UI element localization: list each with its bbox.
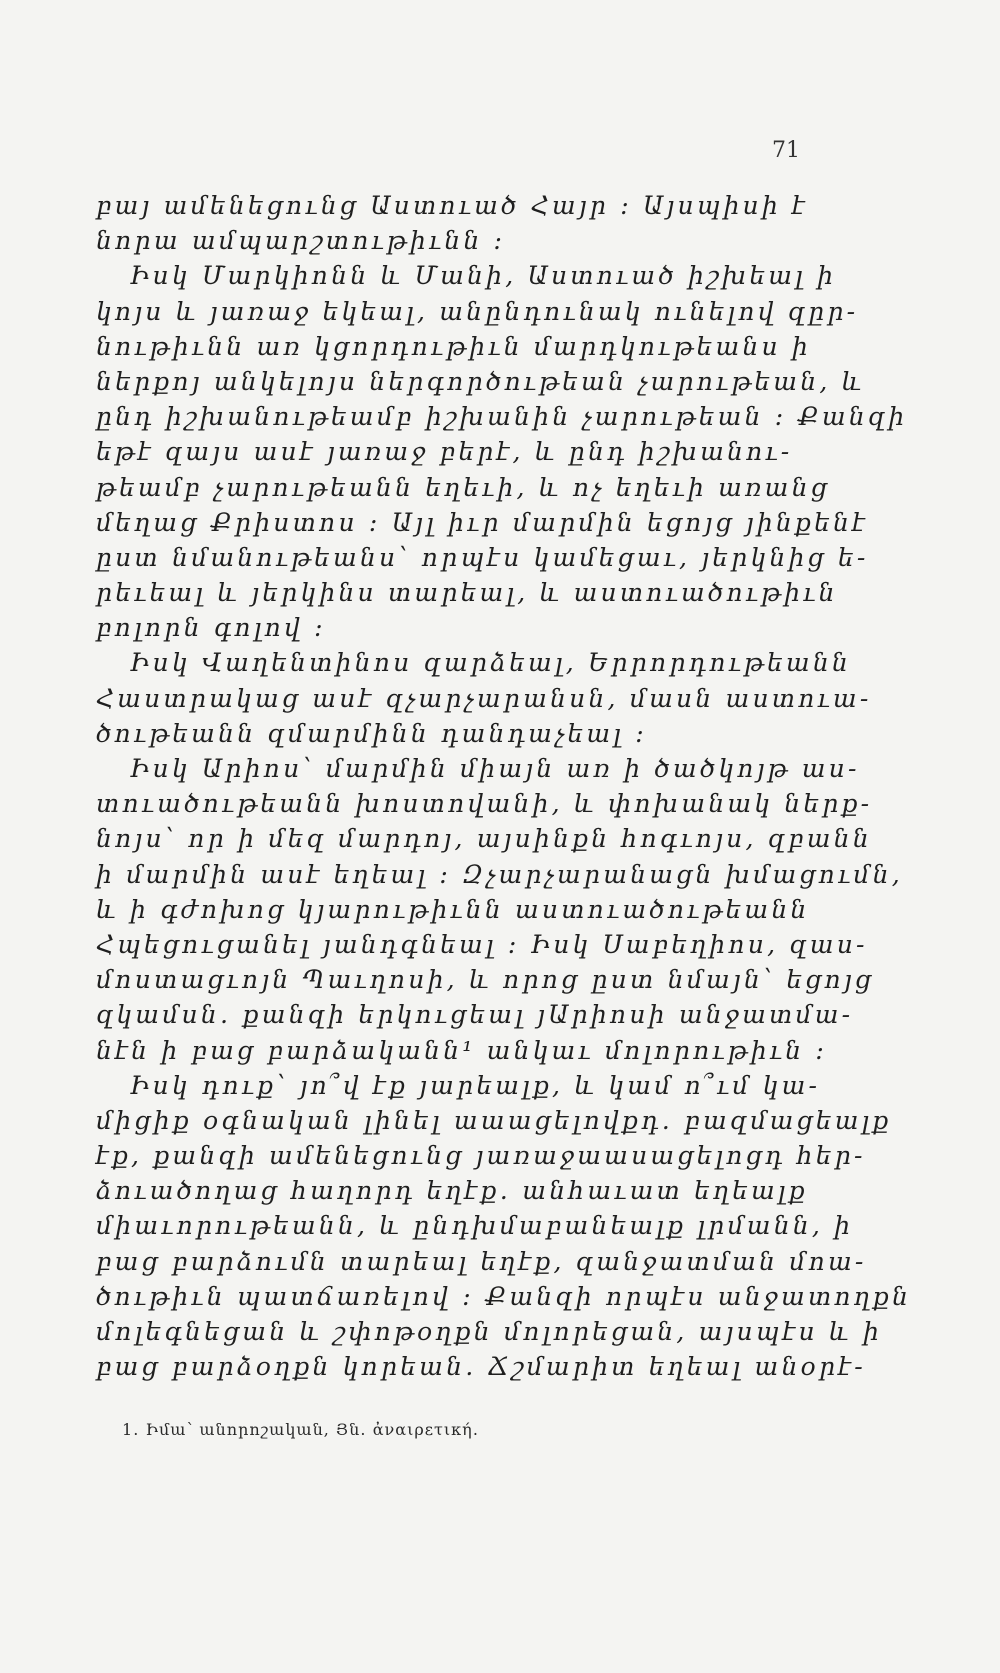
text-line: էք, քանզի ամենեցունց յառաջաասացելոցդ հեր- <box>96 1141 866 1171</box>
text-line: և ի գժոխոց կյարութիւնն աստուածութեանն <box>96 894 810 924</box>
text-line: միցիք օգնական լինել աաացելովքդ․ բազմացեալք <box>96 1105 892 1135</box>
text-line: ծութիւն պատճառելով ։ Քանզի որպէս անջատողքն <box>96 1281 912 1311</box>
text-line: բաց բարձօղքն կորեան․ Ճշմարիտ եղեալ անօրէ- <box>96 1352 866 1382</box>
text-line: զկամսն․ քանզի երկուցեալ յԱրիոսի անջատմա- <box>96 1000 854 1030</box>
text-line: մոլեգնեցան և շփոթօղքն մոլորեցան, այսպէս և ի <box>96 1317 883 1346</box>
text-line: բայ ամենեցունց Աստուած Հայր ։ Այսպիսի է <box>96 191 808 220</box>
text-line: բաց բարձումն տարեալ եղէք, զանջատման մոա- <box>96 1246 867 1276</box>
text-line: ի մարմին ասէ եղեալ ։ Զչարչարանացն խմացումն, <box>96 859 903 889</box>
text-line: թեամբ չարութեանն եղեւի, և ոչ եղեւի առանց <box>96 472 830 502</box>
text-line: մեղաց Քրիստոս ։ Այլ իւր մարմին եցոյց յինքենէ <box>96 507 869 537</box>
text-line: նորա ամպարշտութիւնն ։ <box>96 226 506 256</box>
text-line: Իսկ Արիոս՝ մարմին միայն առ ի ծածկոյթ աս- <box>130 754 860 783</box>
text-line: ըստ նմանութեանս՝ որպէս կամեցաւ, յերկնից ե- <box>96 542 869 572</box>
text-line: եթէ զայս ասէ յառաջ բերէ, և ընդ իշխանու- <box>96 437 793 467</box>
text-line: բոլորն գոլով ։ <box>96 613 326 643</box>
text-line: Իսկ Վաղենտինոս զարձեալ, Երրորդութեանն <box>130 648 852 678</box>
text-line: մոստացւոյն Պաւղոսի, և որոց ըստ նմայն՝ եցոյց <box>96 965 875 995</box>
text-line: Հպեցուցանել յանդգնեալ ։ Իսկ Սաբեղիոս, զաս- <box>96 929 868 959</box>
text-line: տուածութեանն խոստովանի, և փոխանակ ներք- <box>96 789 873 819</box>
body-text <box>96 188 912 1384</box>
footnote: 1․ Իմա՝ անորոշական, Յն․ ἀναιρετική․ <box>122 1420 480 1439</box>
text-line: նէն ի բաց բարձականն¹ անկաւ մոլորութիւն ։ <box>96 1035 828 1065</box>
text-line: նութիւնն առ կցորդութիւն մարդկութեանս ի <box>96 331 811 361</box>
page-number: 71 <box>772 138 800 163</box>
text-line: Իսկ դուք՝ յո՞վ էք յարեալք, և կամ ո՞ւմ կա- <box>130 1070 821 1100</box>
text-line: միաւորութեանն, և ընդխմաբանեալք լրմանն, ի <box>96 1211 854 1241</box>
text-line: կոյս և յառաջ եկեալ, անընդունակ ունելով զըր- <box>96 296 859 326</box>
text-line: ներքոյ անկելոյս ներգործութեան չարութեան, և <box>96 366 865 396</box>
text-line: Իսկ Մարկիոնն և Մանի, Աստուած իշխեալ ի <box>130 261 837 291</box>
text-line: ընդ իշխանութեամբ իշխանին չարութեան ։ Քանզի <box>96 402 908 432</box>
text-line: ձուածողաց հաղորդ եղէք․ անհաւատ եղեալք <box>96 1176 808 1206</box>
text-line: Հաստրակաց ասէ զչարչարանսն, մասն աստուա- <box>96 683 872 713</box>
text-line: նոյս՝ որ ի մեզ մարդոյ, այսինքն հոգւոյս, զբանն <box>96 824 872 854</box>
text-line: ծութեանն զմարմինն դանդաչեալ ։ <box>96 718 647 748</box>
text-line: րեւեալ և յերկինս տարեալ, և աստուածութիւն <box>96 578 838 608</box>
